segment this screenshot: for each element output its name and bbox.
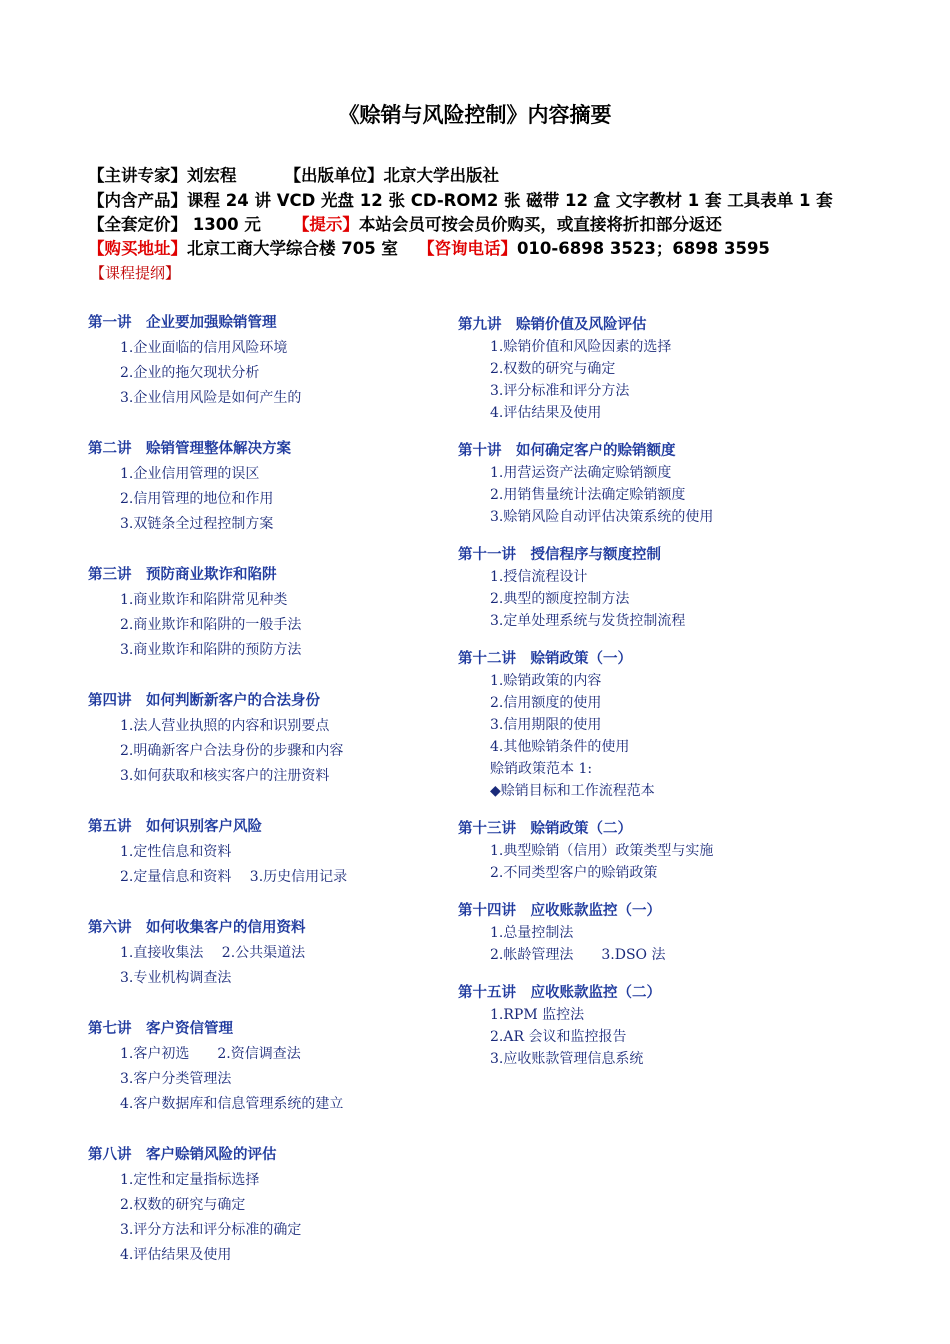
address-line	[88, 237, 770, 261]
expert-label: 【主讲专家】	[88, 166, 187, 185]
publisher-name: 北京大学出版社	[383, 166, 499, 185]
lecture-item: 1.法人营业执照的内容和识别要点	[120, 718, 330, 734]
lecture-item: 3.双链条全过程控制方案	[120, 516, 274, 532]
lecture-title: 第四讲 如何判断新客户的合法身份	[88, 692, 320, 709]
lecture-item: 2.权数的研究与确定	[490, 361, 616, 377]
lecture-section	[458, 648, 878, 802]
products-text: 课程 24 讲 VCD 光盘 12 张 CD-ROM2 张 磁带 12 盒 文字教材 1 套 工具表单 1 套	[187, 191, 833, 210]
lecture-item: 3.赊销风险自动评估决策系统的使用	[490, 509, 714, 525]
lecture-item: 2.帐龄管理法 3.DSO 法	[490, 947, 666, 963]
lecture-item: 3.商业欺诈和陷阱的预防方法	[120, 642, 302, 658]
lecture-section	[458, 544, 878, 632]
lecture-item: 1.定性和定量指标选择	[120, 1172, 260, 1188]
lecture-item: 1.总量控制法	[490, 925, 574, 941]
right-column	[458, 314, 878, 1086]
lecture-item: 1.定性信息和资料	[120, 844, 232, 860]
lecture-section	[88, 1144, 508, 1268]
lecture-item: 1.RPM 监控法	[490, 1007, 585, 1023]
lecture-section	[88, 312, 508, 411]
lecture-item: 2.权数的研究与确定	[120, 1197, 246, 1213]
lecture-item: 1.企业信用管理的误区	[120, 466, 260, 482]
lecture-section	[88, 1018, 508, 1117]
lecture-title: 第二讲 赊销管理整体解决方案	[88, 440, 291, 457]
lecture-section	[88, 816, 508, 890]
outline-heading: 【课程提纲】	[90, 264, 181, 282]
lecture-section	[88, 564, 508, 663]
publisher-label: 【出版单位】	[284, 166, 384, 185]
lecture-title: 第七讲 客户资信管理	[88, 1020, 233, 1037]
lecture-title: 第十四讲 应收账款监控（一）	[458, 902, 661, 919]
lecture-title: 第十三讲 赊销政策（二）	[458, 820, 632, 837]
address-label: 【购买地址】	[88, 239, 187, 258]
lecture-item: 赊销政策范本 1:	[490, 761, 593, 777]
lecture-item: 3.客户分类管理法	[120, 1071, 232, 1087]
lecture-item: 3.评分方法和评分标准的确定	[120, 1222, 302, 1238]
expert-line	[88, 164, 499, 188]
price-line	[88, 213, 722, 237]
lecture-item: 2.信用管理的地位和作用	[120, 491, 274, 507]
lecture-item: 2.商业欺诈和陷阱的一般手法	[120, 617, 302, 633]
products-label: 【内含产品】	[88, 191, 187, 210]
lecture-item: 4.其他赊销条件的使用	[490, 739, 630, 755]
lecture-item: 2.信用额度的使用	[490, 695, 602, 711]
lecture-section	[458, 440, 878, 528]
expert-name: 刘宏程	[187, 166, 237, 185]
lecture-item: 4.评估结果及使用	[120, 1247, 232, 1263]
lecture-title: 第十五讲 应收账款监控（二）	[458, 984, 661, 1001]
price-label: 【全套定价】	[88, 215, 187, 234]
lecture-item: 3.信用期限的使用	[490, 717, 602, 733]
phone-text: 010-6898 3523；6898 3595	[516, 239, 770, 258]
lecture-section	[458, 900, 878, 966]
lecture-section	[458, 314, 878, 424]
lecture-item: 1.企业面临的信用风险环境	[120, 340, 288, 356]
lecture-item: 2.明确新客户合法身份的步骤和内容	[120, 743, 344, 759]
lecture-item: 2.AR 会议和监控报告	[490, 1029, 627, 1045]
lecture-title: 第十一讲 授信程序与额度控制	[458, 546, 661, 563]
lecture-item: 1.客户初选 2.资信调查法	[120, 1046, 301, 1062]
lecture-item: 4.客户数据库和信息管理系统的建立	[120, 1096, 344, 1112]
lecture-section	[88, 917, 508, 991]
lecture-item: 3.定单处理系统与发货控制流程	[490, 613, 686, 629]
lecture-item: ◆赊销目标和工作流程范本	[490, 783, 655, 799]
lecture-title: 第九讲 赊销价值及风险评估	[458, 316, 647, 333]
lecture-item: 1.赊销政策的内容	[490, 673, 602, 689]
price-value: 1300 元	[187, 215, 261, 234]
tip-label: 【提示】	[292, 215, 359, 234]
lecture-title: 第十讲 如何确定客户的赊销额度	[458, 442, 676, 459]
page-title: 《赊销与风险控制》内容摘要	[338, 103, 612, 127]
tip-text: 本站会员可按会员价购买，或直接将折扣部分返还	[358, 215, 722, 234]
lecture-item: 2.不同类型客户的赊销政策	[490, 865, 658, 881]
lecture-title: 第十二讲 赊销政策（一）	[458, 650, 632, 667]
lecture-item: 3.应收账款管理信息系统	[490, 1051, 644, 1067]
lecture-title: 第五讲 如何识别客户风险	[88, 818, 262, 835]
lecture-item: 2.典型的额度控制方法	[490, 591, 630, 607]
lecture-item: 1.授信流程设计	[490, 569, 588, 585]
lecture-section	[88, 690, 508, 789]
lecture-title: 第一讲 企业要加强赊销管理	[88, 314, 277, 331]
lecture-title: 第六讲 如何收集客户的信用资料	[88, 919, 306, 936]
lecture-section	[458, 982, 878, 1070]
lecture-item: 3.企业信用风险是如何产生的	[120, 390, 302, 406]
lecture-item: 1.赊销价值和风险因素的选择	[490, 339, 672, 355]
lecture-item: 1.用营运资产法确定赊销额度	[490, 465, 672, 481]
lecture-item: 3.专业机构调查法	[120, 970, 232, 986]
lecture-section	[88, 438, 508, 537]
address-text: 北京工商大学综合楼 705 室	[187, 239, 398, 258]
left-column	[88, 312, 508, 1295]
lecture-item: 3.如何获取和核实客户的注册资料	[120, 768, 330, 784]
lecture-title: 第三讲 预防商业欺诈和陷阱	[88, 566, 277, 583]
lecture-item: 2.用销售量统计法确定赊销额度	[490, 487, 686, 503]
lecture-item: 1.商业欺诈和陷阱常见种类	[120, 592, 288, 608]
lecture-item: 3.评分标准和评分方法	[490, 383, 630, 399]
lecture-title: 第八讲 客户赊销风险的评估	[88, 1146, 277, 1163]
lecture-section	[458, 818, 878, 884]
lecture-item: 1.典型赊销（信用）政策类型与实施	[490, 843, 714, 859]
lecture-item: 4.评估结果及使用	[490, 405, 602, 421]
lecture-item: 1.直接收集法 2.公共渠道法	[120, 945, 306, 961]
lecture-item: 2.定量信息和资料 3.历史信用记录	[120, 869, 348, 885]
lecture-item: 2.企业的拖欠现状分析	[120, 365, 260, 381]
products-line	[88, 189, 833, 213]
phone-label: 【咨询电话】	[417, 239, 517, 258]
